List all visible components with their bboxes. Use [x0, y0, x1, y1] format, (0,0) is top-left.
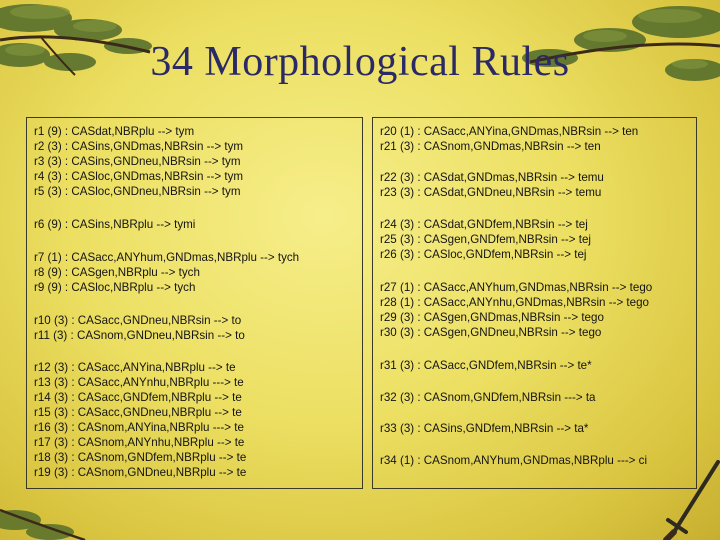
rule-line: r15 (3) : CASacc,GNDneu,NBRplu --> te: [34, 406, 242, 419]
rule-line: r20 (1) : CASacc,ANYina,GNDmas,NBRsin --> ten: [380, 125, 639, 138]
rule-line: r2 (3) : CASins,GNDmas,NBRsin --> tym: [34, 140, 244, 153]
rule-line: r13 (3) : CASacc,ANYnhu,NBRplu ---> te: [34, 376, 244, 389]
rule-line: r9 (9) : CASloc,NBRplu --> tych: [34, 281, 196, 294]
rule-line: r21 (3) : CASnom,GNDmas,NBRsin --> ten: [380, 140, 601, 153]
rule-line: r28 (1) : CASacc,ANYnhu,GNDmas,NBRsin --> tego: [380, 296, 649, 309]
rule-line: r32 (3) : CASnom,GNDfem,NBRsin ---> ta: [380, 391, 596, 404]
left-rules-box: [26, 117, 363, 489]
rule-line: r7 (1) : CASacc,ANYhum,GNDmas,NBRplu --> tych: [34, 251, 300, 264]
slide-title: 34 Morphological Rules: [150, 39, 570, 85]
rule-line: r6 (9) : CASins,NBRplu --> tymi: [34, 218, 196, 231]
right-rules-box: [372, 117, 697, 489]
rule-line: r12 (3) : CASacc,ANYina,NBRplu --> te: [34, 361, 236, 374]
rule-line: r23 (3) : CASdat,GNDneu,NBRsin --> temu: [380, 186, 602, 199]
rule-line: r31 (3) : CASacc,GNDfem,NBRsin --> te*: [380, 359, 592, 372]
rule-line: r26 (3) : CASloc,GNDfem,NBRsin --> tej: [380, 248, 587, 261]
rule-line: r16 (3) : CASnom,ANYina,NBRplu ---> te: [34, 421, 244, 434]
rule-line: r34 (1) : CASnom,ANYhum,GNDmas,NBRplu ---> ci: [380, 454, 648, 467]
rule-line: r22 (3) : CASdat,GNDmas,NBRsin --> temu: [380, 171, 604, 184]
rule-line: r3 (3) : CASins,GNDneu,NBRsin --> tym: [34, 155, 241, 168]
rule-line: r18 (3) : CASnom,GNDfem,NBRplu --> te: [34, 451, 247, 464]
rule-line: r10 (3) : CASacc,GNDneu,NBRsin --> to: [34, 314, 242, 327]
rule-line: r25 (3) : CASgen,GNDfem,NBRsin --> tej: [380, 233, 592, 246]
rule-line: r8 (9) : CASgen,NBRplu --> tych: [34, 266, 200, 279]
rule-line: r4 (3) : CASloc,GNDmas,NBRsin --> tym: [34, 170, 244, 183]
rule-line: r11 (3) : CASnom,GNDneu,NBRsin --> to: [34, 329, 245, 342]
rule-line: r1 (9) : CASdat,NBRplu --> tym: [34, 125, 195, 138]
rule-line: r24 (3) : CASdat,GNDfem,NBRsin --> tej: [380, 218, 588, 231]
rule-line: r19 (3) : CASnom,GNDneu,NBRplu --> te: [34, 466, 247, 479]
rule-line: r33 (3) : CASins,GNDfem,NBRsin --> ta*: [380, 422, 589, 435]
rule-line: r27 (1) : CASacc,ANYhum,GNDmas,NBRsin --> tego: [380, 281, 653, 294]
rule-line: r17 (3) : CASnom,ANYnhu,NBRplu --> te: [34, 436, 245, 449]
rule-line: r29 (3) : CASgen,GNDmas,NBRsin --> tego: [380, 311, 604, 324]
rule-line: r30 (3) : CASgen,GNDneu,NBRsin --> tego: [380, 326, 602, 339]
rule-line: r5 (3) : CASloc,GNDneu,NBRsin --> tym: [34, 185, 241, 198]
rule-line: r14 (3) : CASacc,GNDfem,NBRplu --> te: [34, 391, 242, 404]
